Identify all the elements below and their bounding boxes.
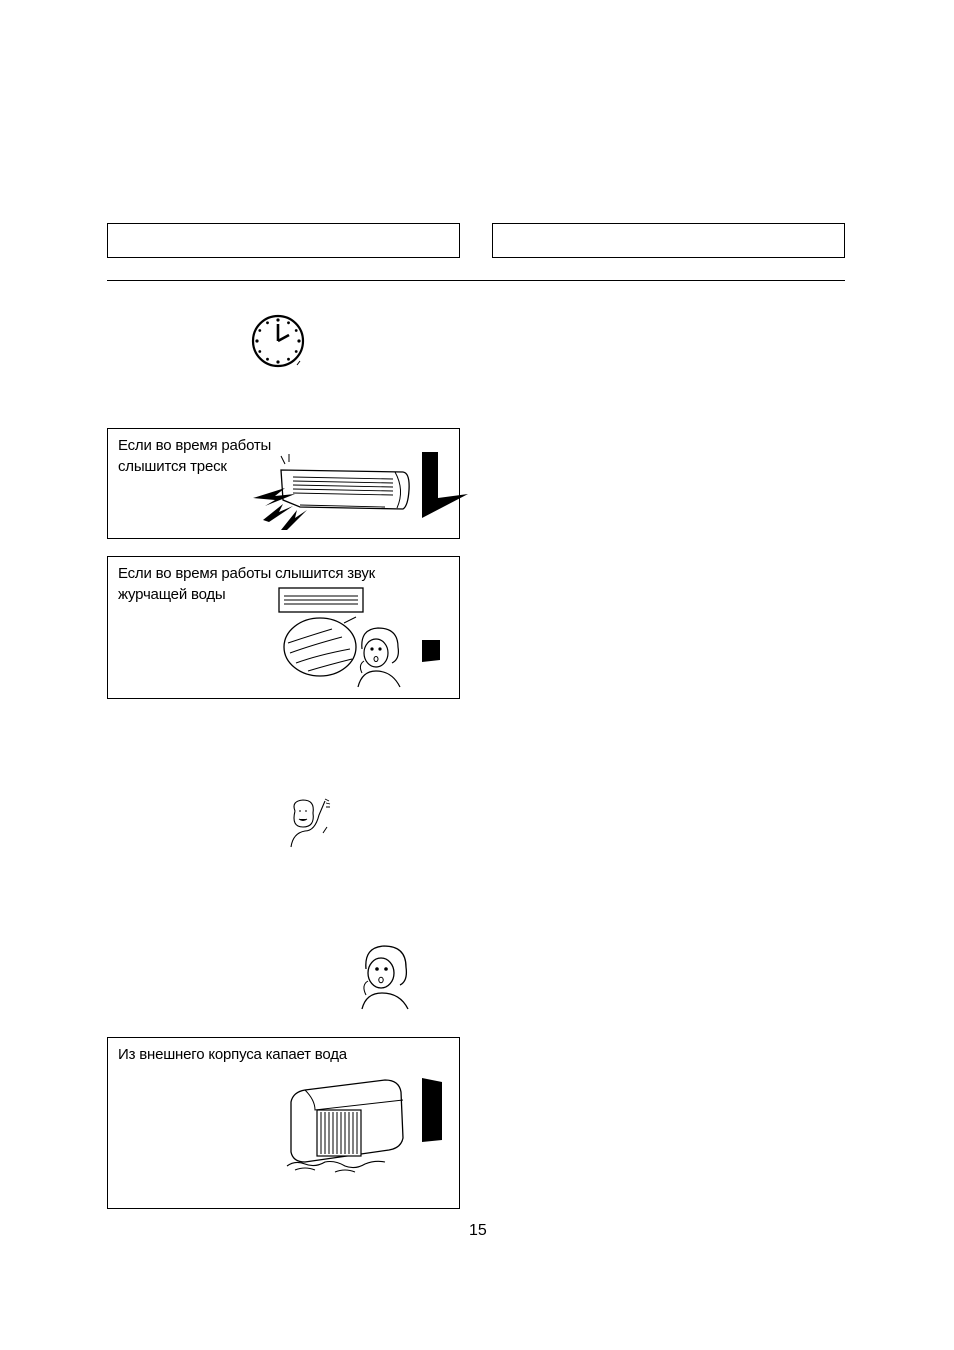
section-divider: [107, 280, 845, 281]
header-box-right: [492, 223, 845, 258]
person-wondering-icon: [354, 625, 404, 689]
panel-caption: Если во время работы слышится звук журчащей воды: [118, 565, 376, 603]
page-number: 15: [469, 1222, 487, 1239]
header-box-left: [107, 223, 460, 258]
indoor-unit-icon: [245, 450, 415, 535]
panel-caption: Из внешнего корпуса капает вода: [118, 1046, 347, 1063]
person-waving-icon: [285, 797, 335, 851]
person-wondering-icon: [358, 943, 412, 1011]
outdoor-unit-icon: [285, 1076, 415, 1176]
indoor-unit-small-icon: [278, 587, 368, 615]
side-tab-marker: [422, 640, 442, 664]
panel-caption: Если во время работы слышится треск: [118, 437, 272, 475]
side-tab-marker: [422, 452, 472, 522]
side-tab-marker: [422, 1078, 446, 1144]
water-pipe-bubble-icon: [282, 615, 362, 680]
clock-icon: [250, 313, 310, 369]
